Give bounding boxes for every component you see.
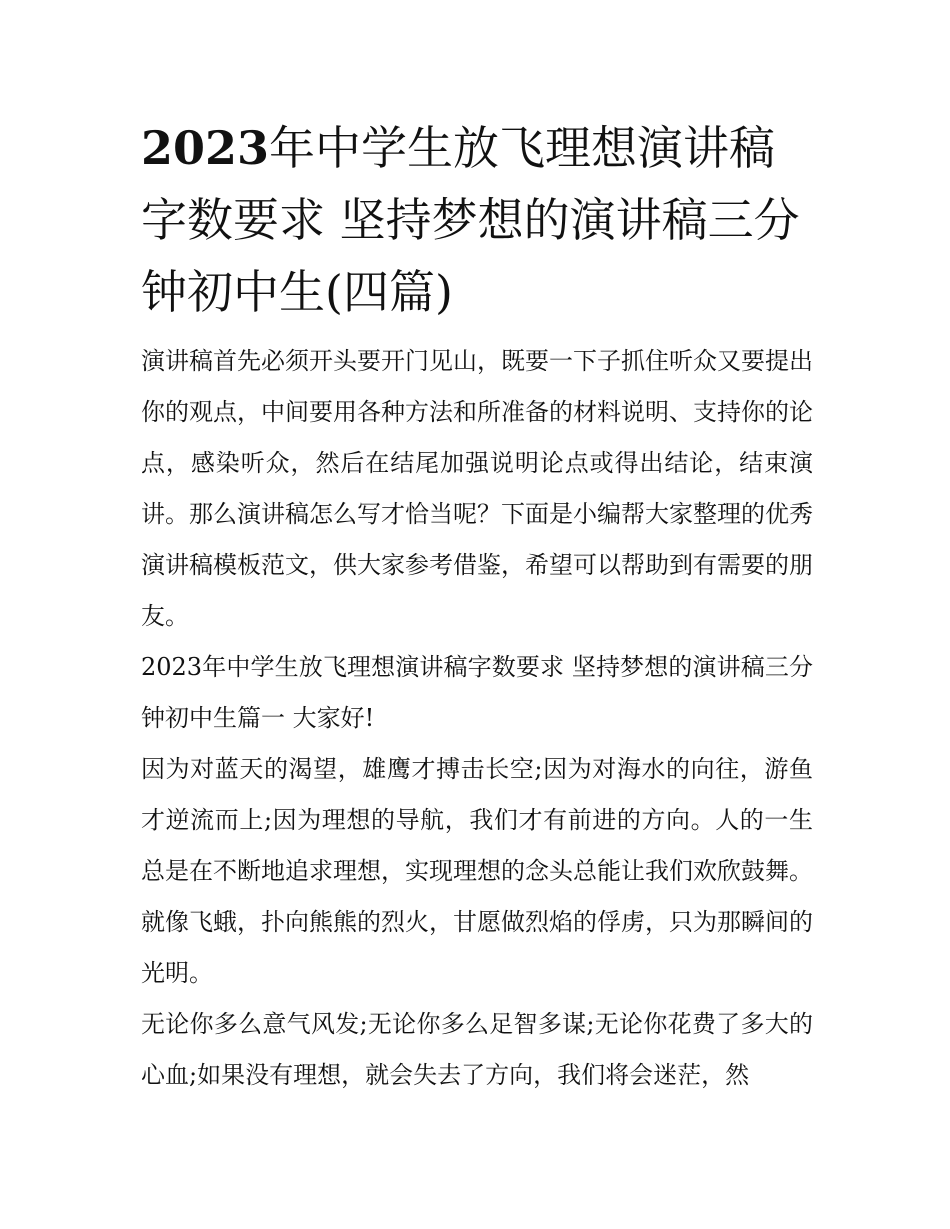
body-paragraph-1: 因为对蓝天的渴望，雄鹰才搏击长空;因为对海水的向往，游鱼才逆流而上;因为理想的导航，我们才有前进的方向。人的一生总是在不断地追求理想，实现理想的念头总能让我们欢欣鼓舞。就像飞蛾，扑向熊熊的烈火，甘愿做烈焰的俘虏，只为那瞬间的光明。 xyxy=(141,755,813,987)
intro-paragraph: 演讲稿首先必须开头要开门见山，既要一下子抓住听众又要提出你的观点，中间要用各种方法和所准备的材料说明、支持你的论点，感染听众，然后在结尾加强说明论点或得出结论，结束演讲。那么演讲稿怎么写才恰当呢？下面是小编帮大家整理的优秀演讲稿模板范文，供大家参考借鉴，希望可以帮助到有需要的朋友。 xyxy=(141,347,813,630)
title-year: 2023 xyxy=(141,121,270,175)
section-heading-paragraph: 2023年中学生放飞理想演讲稿字数要求 坚持梦想的演讲稿三分钟初中生篇一 大家好! xyxy=(141,653,813,732)
document-title xyxy=(141,112,813,328)
title-text: 年中学生放飞理想演讲稿字数要求 坚持梦想的演讲稿三分钟初中生(四篇) xyxy=(141,121,800,319)
document-page xyxy=(141,112,813,1101)
body-paragraph-2: 无论你多么意气风发;无论你多么足智多谋;无论你花费了多大的心血;如果没有理想，就会失去了方向，我们将会迷茫，然 xyxy=(141,1010,813,1089)
